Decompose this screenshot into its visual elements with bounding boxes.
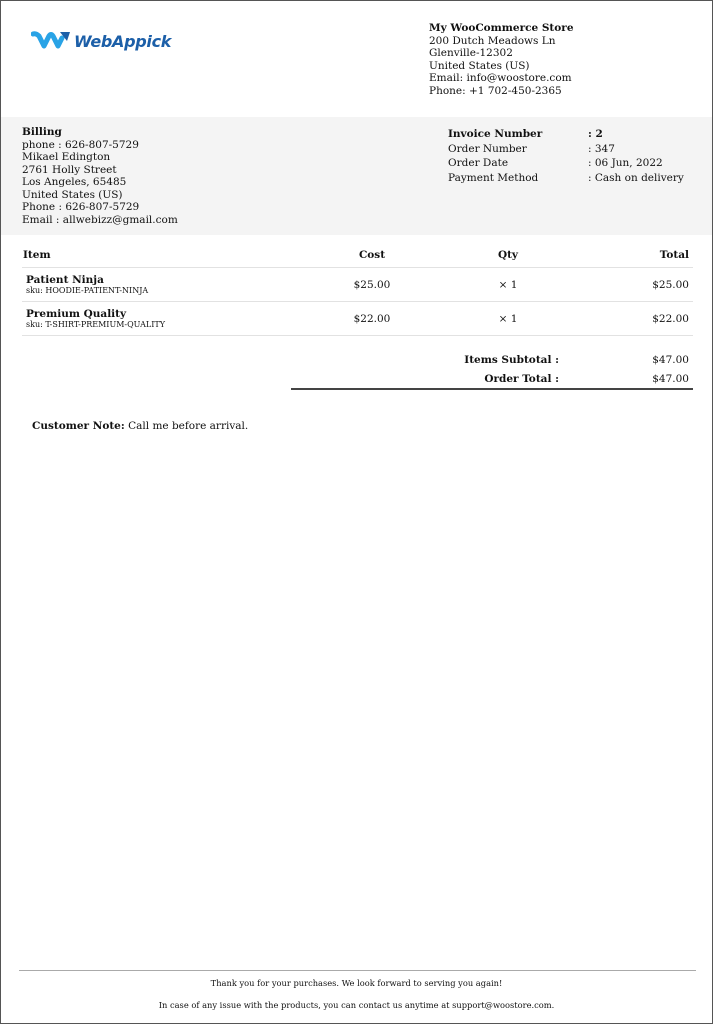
footer-divider	[19, 970, 696, 971]
table-row	[22, 268, 693, 302]
billing-section	[1, 117, 712, 235]
billing-line: phone : 626-807-5729	[22, 138, 139, 151]
billing-line: Los Angeles, 65485	[22, 176, 127, 188]
invoice-meta	[448, 127, 684, 185]
order-total-row	[291, 369, 693, 388]
meta-label: Payment Method	[448, 171, 539, 184]
brand-logo	[31, 30, 171, 52]
meta-label: Order Number	[448, 142, 527, 155]
order-total-label: Order Total :	[484, 372, 559, 385]
customer-note	[32, 420, 248, 432]
meta-label: Invoice Number	[448, 128, 543, 140]
item-qty: × 1	[498, 278, 518, 291]
subtotal-row	[291, 350, 693, 369]
header-total: Total	[659, 249, 689, 261]
table-row	[22, 302, 693, 336]
item-cell	[22, 274, 322, 296]
store-line: Glenville-12302	[429, 47, 513, 60]
store-address	[429, 22, 574, 98]
store-line: United States (US)	[429, 59, 530, 72]
header-item: Item	[23, 249, 51, 261]
product-sku: sku: HOODIE-PATIENT-NINJA	[26, 285, 149, 295]
store-phone: Phone: +1 702-450-2365	[429, 84, 562, 97]
meta-label: Order Date	[448, 157, 509, 170]
meta-value: : 2	[588, 128, 603, 140]
customer-note-text: Call me before arrival.	[128, 420, 249, 432]
header-qty: Qty	[497, 249, 519, 261]
brand-name: WebAppick	[74, 31, 172, 51]
item-total: $22.00	[652, 312, 689, 325]
billing-line: 2761 Holly Street	[22, 163, 117, 176]
store-name: My WooCommerce Store	[429, 22, 574, 34]
invoice-number-row	[448, 127, 684, 142]
customer-note-label: Customer Note:	[32, 420, 125, 432]
product-sku: sku: T-SHIRT-PREMIUM-QUALITY	[26, 319, 166, 329]
billing-line: United States (US)	[22, 188, 123, 201]
billing-line: Phone : 626-807-5729	[22, 201, 140, 213]
store-line: 200 Dutch Meadows Ln	[429, 34, 556, 47]
item-cell	[22, 308, 322, 330]
order-number-row	[448, 142, 684, 157]
item-qty: × 1	[498, 312, 518, 325]
store-email: Email: info@woostore.com	[429, 72, 572, 85]
subtotal-label: Items Subtotal :	[464, 353, 559, 366]
product-name: Premium Quality	[26, 307, 127, 320]
table-header	[22, 243, 693, 268]
meta-value: : 06 Jun, 2022	[588, 157, 663, 170]
item-total: $25.00	[652, 278, 689, 291]
meta-value: : Cash on delivery	[588, 171, 684, 184]
billing-title: Billing	[22, 126, 62, 138]
items-table	[22, 243, 693, 336]
billing-line: Mikael Edington	[22, 151, 111, 163]
payment-method-row	[448, 171, 684, 186]
footer-support: In case of any issue with the products, you can contact us anytime at support@woostore.com.	[158, 1000, 555, 1010]
order-total-value: $47.00	[652, 372, 689, 385]
billing-address	[22, 126, 178, 226]
product-name: Patient Ninja	[26, 273, 104, 286]
item-cost: $25.00	[353, 278, 391, 291]
item-cost: $22.00	[353, 312, 391, 325]
footer-thanks: Thank you for your purchases. We look forward to serving you again!	[210, 978, 503, 988]
totals-block	[291, 350, 693, 390]
subtotal-value: $47.00	[652, 353, 689, 366]
meta-value: : 347	[588, 142, 615, 155]
header-cost: Cost	[358, 249, 386, 261]
billing-line: Email : allwebizz@gmail.com	[22, 213, 178, 226]
webappick-logo-icon	[31, 30, 71, 52]
order-date-row	[448, 156, 684, 171]
